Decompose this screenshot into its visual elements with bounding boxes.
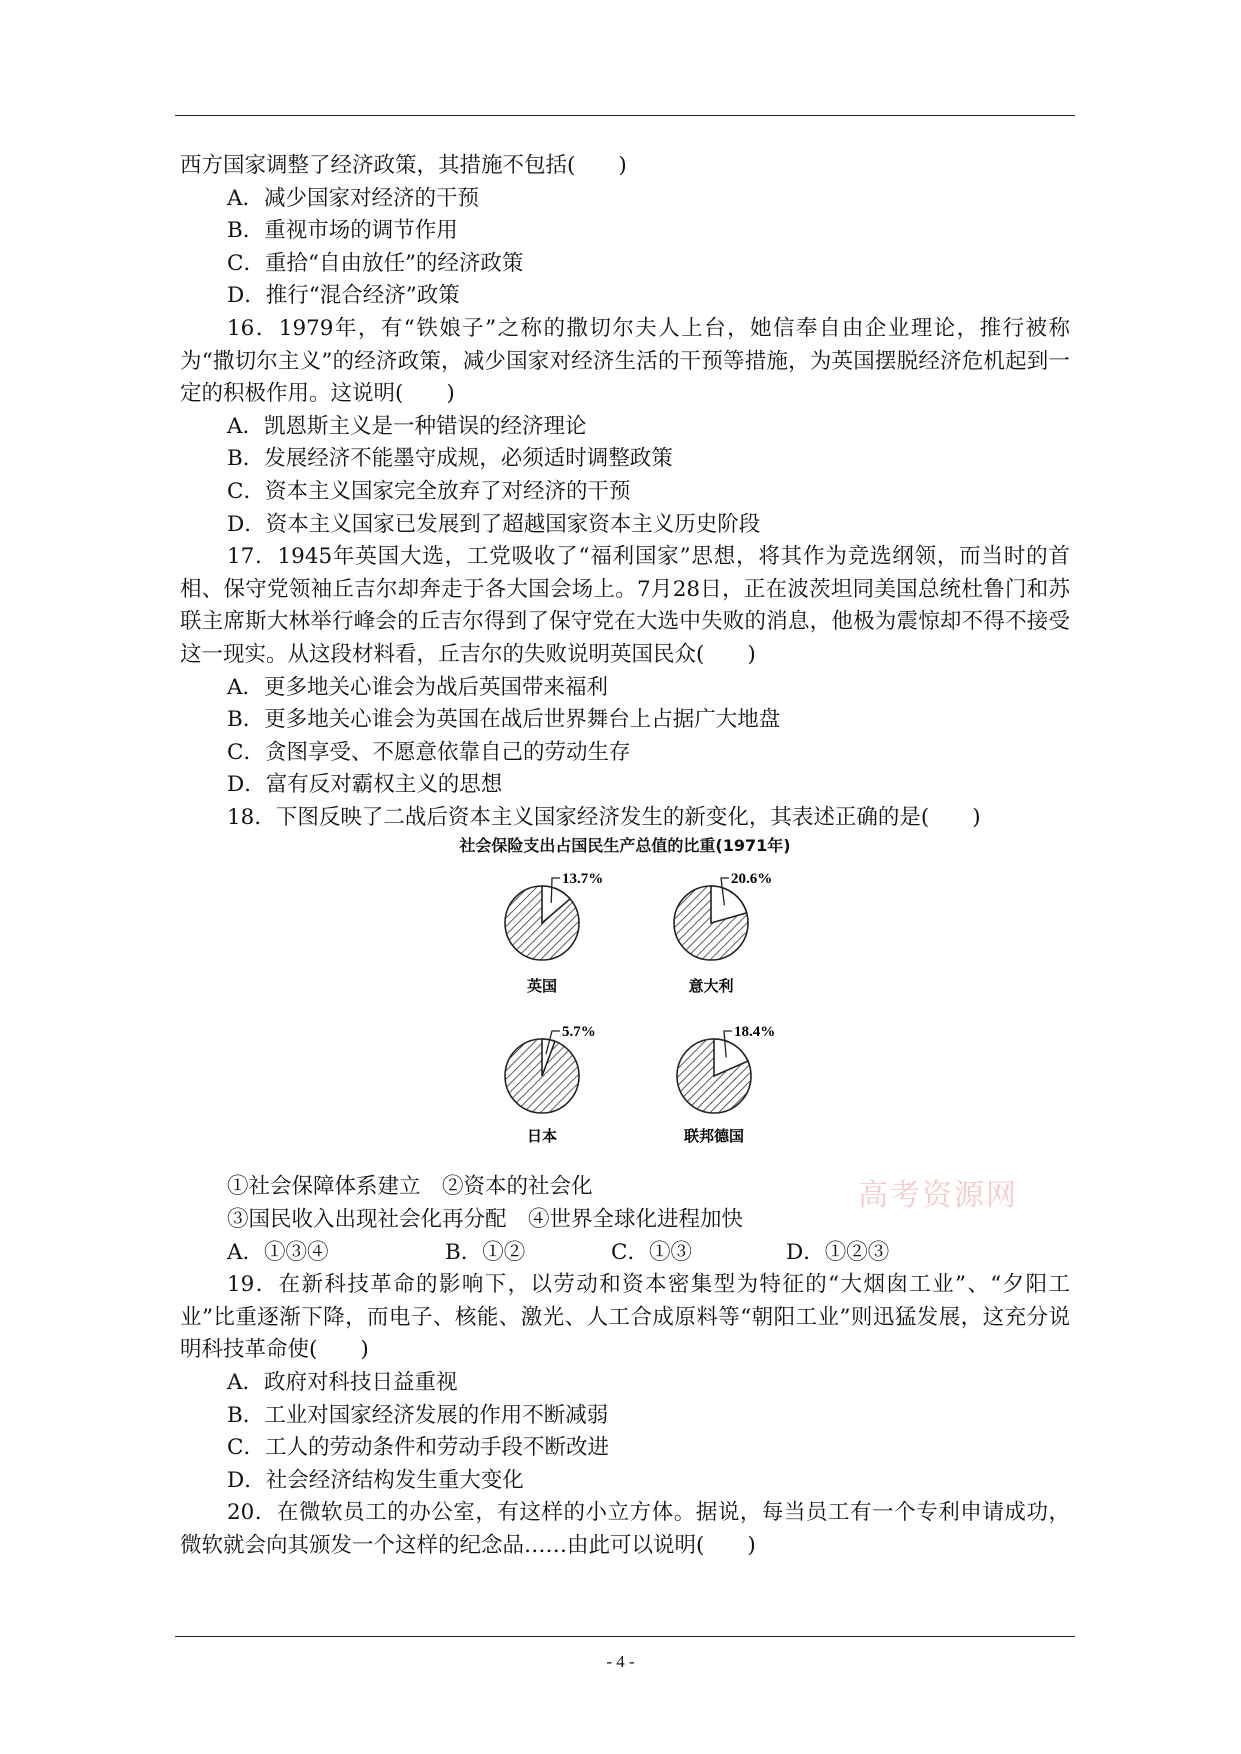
header-rule [175,115,1075,116]
q15-option-a: A．减少国家对经济的干预 [227,185,480,211]
q16-option-b: B．发展经济不能墨守成规，必须适时调整政策 [227,446,673,472]
q16-stem: 16．1979年，有“铁娘子”之称的撒切尔夫人上台，她信奉自由企业理论，推行被称为“撒切尔主义”的经济政策，减少国家对经济生活的干预等措施，为英国摆脱经济危机起到一定的积极作用。这说明( ) [180,315,1070,407]
q18-answers [180,1237,1070,1270]
q18-answer-b: B．①② [445,1239,526,1265]
q17-option-c: C．贪图享受、不愿意依靠自己的劳动生存 [227,739,631,765]
pie-charts-svg [180,836,1070,1171]
q17-option-a: A．更多地关心谁会为战后英国带来福利 [227,674,609,700]
watermark: 高考资源网 [858,1178,1018,1213]
pie-2 [674,871,772,995]
q17-stem: 17．1945年英国大选，工党吸收了“福利国家”思想，将其作为竞选纲领，而当时的首相、保守党领袖丘吉尔却奔走于各大国会场上。7月28日，正在波茨坦同美国总统杜鲁门和苏联主席斯大林举行峰会的丘吉尔得到了保守党在大选中失败的消息，他极为震惊却不得不接受这一现实。从这段材料看，丘吉尔的失败说明英国民众( ) [180,544,1070,667]
pie-category-label: 意大利 [688,977,734,996]
q19-option-b: B．工业对国家经济发展的作用不断减弱 [227,1402,609,1428]
q18-statement-2: ③国民收入出现社会化再分配 ④世界全球化进程加快 [227,1207,744,1233]
q16-option-a: A．凯恩斯主义是一种错误的经济理论 [227,413,587,439]
q15-option-c: C．重拾“自由放任”的经济政策 [227,250,524,276]
q18-answer-d: D．①②③ [786,1239,890,1265]
q16-option-d: D．资本主义国家已发展到了超越国家资本主义历史阶段 [227,511,761,537]
q19-option-a: A．政府对科技日益重视 [227,1370,458,1396]
q19-option-d: D．社会经济结构发生重大变化 [227,1467,524,1493]
pie-category-label: 日本 [526,1127,558,1146]
q17-option-b: B．更多地关心谁会为英国在战后世界舞台上占据广大地盘 [227,707,781,733]
q18-statement-1: ①社会保障体系建立 ②资本的社会化 [227,1174,593,1200]
q18-answer-c: C．①③ [611,1239,692,1265]
pie-value-label: 20.6% [731,871,773,888]
q19-option-c: C．工人的劳动条件和劳动手段不断改进 [227,1435,609,1461]
page-number: - 4 - [606,1652,635,1671]
pie-chart-figure [180,836,1070,1171]
pie-value-label: 18.4% [734,1024,776,1041]
footer-rule [175,1636,1075,1637]
pie-category-label: 英国 [526,977,558,996]
pie-1 [505,871,603,995]
q15-option-b: B．重视市场的调节作用 [227,218,458,244]
q18-answer-a: A．①③④ [227,1239,329,1265]
q17-option-d: D．富有反对霸权主义的思想 [227,772,503,798]
chart-title: 社会保险支出占国民生产总值的比重(1971年) [459,836,791,856]
q15-option-d: D．推行“混合经济”政策 [227,283,460,309]
pie-value-label: 13.7% [562,871,604,888]
q15-stem-tail: 西方国家调整了经济政策，其措施不包括( ) [180,153,627,178]
pie-3 [505,1024,596,1145]
page-content [180,150,1070,1563]
pie-category-label: 联邦德国 [683,1127,745,1146]
pie-value-label: 5.7% [562,1024,596,1041]
pie-4 [677,1024,775,1145]
q20-stem: 20．在微软员工的办公室，有这样的小立方体。据说，每当员工有一个专利申请成功，微软就会向其颁发一个这样的纪念品……由此可以说明( ) [180,1500,1070,1558]
q16-option-c: C．资本主义国家完全放弃了对经济的干预 [227,478,631,504]
q19-stem: 19．在新科技革命的影响下，以劳动和资本密集型为特征的“大烟囱工业”、“夕阳工业”比重逐渐下降，而电子、核能、激光、人工合成原料等“朝阳工业”则迅猛发展，这充分说明科技革命使( ) [180,1272,1070,1363]
q18-stem: 18．下图反映了二战后资本主义国家经济发生的新变化，其表述正确的是( ) [227,804,981,830]
